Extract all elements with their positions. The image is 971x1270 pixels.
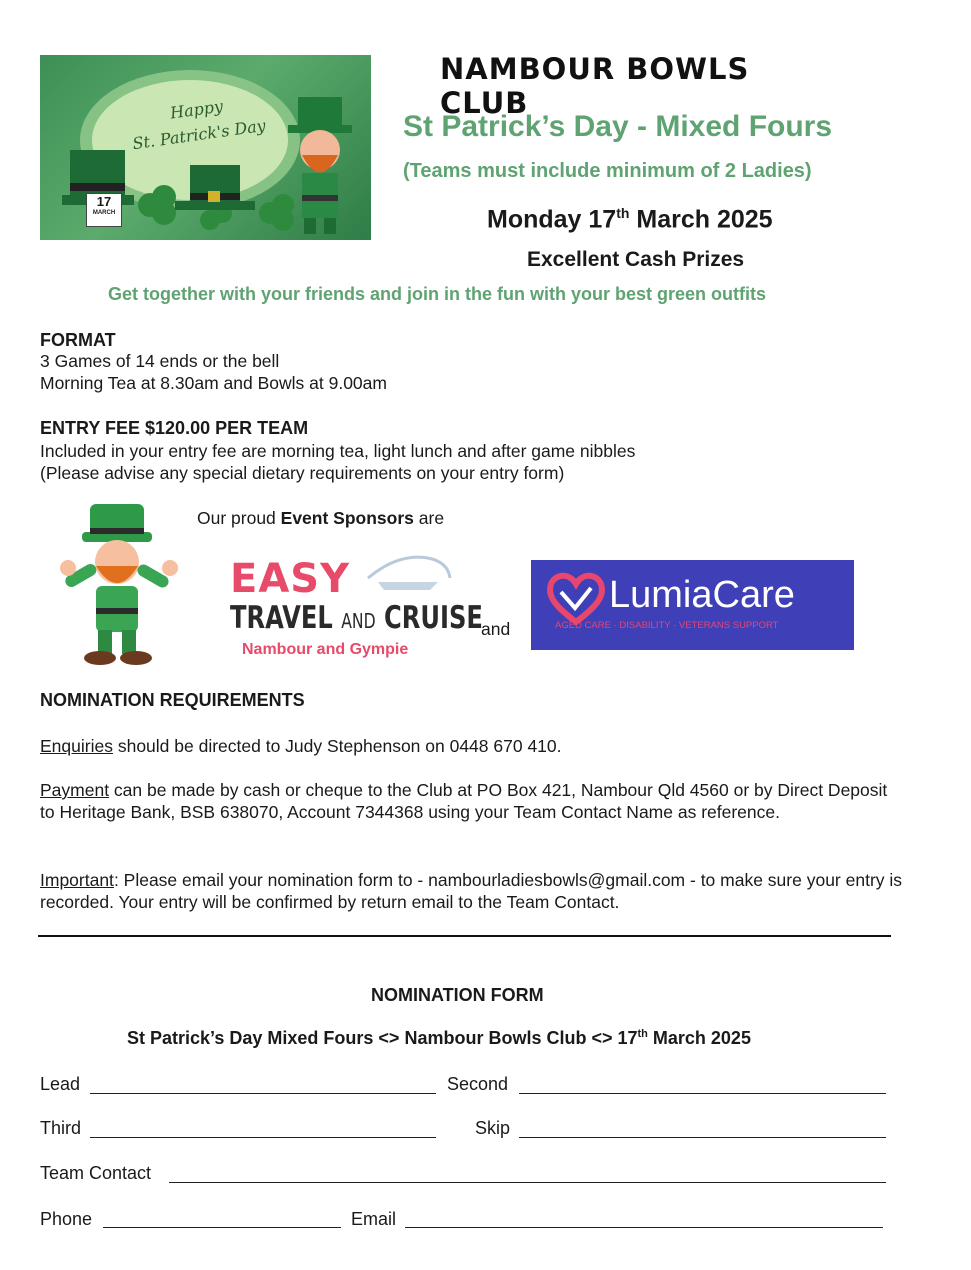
format-line-1: 3 Games of 14 ends or the bell: [40, 351, 280, 371]
hero-day-text: St. Patrick's Day: [131, 115, 267, 154]
lead-field[interactable]: [90, 1093, 436, 1094]
nomination-requirements-heading: NOMINATION REQUIREMENTS: [40, 690, 305, 710]
nomination-form-heading: NOMINATION FORM: [371, 985, 544, 1005]
entry-fee-line-2: (Please advise any special dietary requirements on your entry form): [40, 463, 565, 483]
important-paragraph: [40, 869, 910, 913]
form-subtitle-pre: St Patrick’s Day Mixed Fours <> Nambour Bowls Club <> 17: [127, 1028, 638, 1048]
third-label: Third: [40, 1118, 82, 1138]
entry-fee-heading: ENTRY FEE $120.00 PER TEAM: [40, 418, 309, 438]
calendar-month: MARCH: [92, 210, 116, 216]
date-suffix: th: [616, 205, 630, 221]
phone-field[interactable]: [103, 1227, 341, 1228]
important-text: : Please email your nomination form to - nambourladiesbowls@gmail.com - to make sure your entry is recorded. Your entry will be confirmed by return email to the Team Contact.: [40, 870, 903, 912]
easy-logo-text: EASY: [230, 556, 351, 602]
calendar-icon: [86, 193, 122, 227]
payment-label: Payment: [40, 780, 110, 800]
heart-icon: [545, 570, 607, 626]
lead-label: Lead: [40, 1074, 81, 1094]
cash-prizes: Excellent Cash Prizes: [527, 248, 745, 271]
hero-happy-text: Happy: [168, 96, 225, 123]
form-subtitle: [127, 1028, 751, 1049]
lumiacare-logo: [531, 560, 854, 650]
st-patricks-hero-image: [40, 55, 371, 240]
enquiries-paragraph: [40, 735, 900, 757]
leprechaun-icon: [60, 500, 180, 670]
lumiacare-tagline: AGED CARE · DISABILITY · VETERANS SUPPORT: [555, 620, 779, 631]
easy-travel-logo: [230, 558, 554, 659]
second-label: Second: [447, 1074, 509, 1094]
form-subtitle-sup: th: [637, 1028, 648, 1040]
travel-cruise-text: [230, 600, 483, 639]
team-contact-label: Team Contact: [40, 1163, 152, 1183]
section-divider: [38, 935, 891, 937]
phone-label: Phone: [40, 1209, 93, 1229]
enquiries-text: should be directed to Judy Stephenson on 0448 670 410.: [112, 736, 562, 756]
second-field[interactable]: [519, 1093, 886, 1094]
tagline: Get together with your friends and join in the fun with your best green outfits: [108, 284, 767, 304]
enquiries-label: Enquiries: [40, 736, 113, 756]
leprechaun-image: [60, 500, 180, 675]
sponsors-intro-bold: Event Sponsors: [280, 508, 414, 528]
skip-field[interactable]: [519, 1137, 886, 1138]
teams-note: (Teams must include minimum of 2 Ladies): [403, 160, 812, 182]
club-name: NAMBOUR BOWLS CLUB: [440, 52, 750, 120]
lumiacare-name: LumiaCare: [609, 574, 795, 616]
travel-text: TRAVEL: [230, 600, 342, 636]
and-small-text: AND: [341, 609, 376, 633]
format-heading: FORMAT: [40, 330, 116, 350]
payment-text: can be made by cash or cheque to the Club at PO Box 421, Nambour Qld 4560 or by Direct Deposit to Heritage Bank, BSB 638070, Account 7344368 using your Team Contact Name as reference.: [40, 780, 888, 822]
date-prefix: Monday 17: [487, 205, 617, 234]
team-contact-field[interactable]: [169, 1182, 886, 1183]
event-date: [487, 205, 773, 234]
sponsors-and: and: [481, 619, 511, 639]
payment-paragraph: [40, 779, 900, 823]
date-rest: March 2025: [629, 205, 773, 234]
form-subtitle-post: March 2025: [647, 1028, 751, 1048]
skip-label: Skip: [475, 1118, 511, 1138]
email-label: Email: [351, 1209, 397, 1229]
sponsors-intro: [197, 507, 444, 529]
cruise-text: CRUISE: [375, 600, 483, 636]
email-field[interactable]: [405, 1227, 883, 1228]
entry-fee-line-1: Included in your entry fee are morning tea, light lunch and after game nibbles: [40, 441, 636, 461]
calendar-day: 17: [96, 194, 112, 209]
sponsors-intro-post: are: [413, 508, 445, 528]
important-label: Important: [40, 870, 114, 890]
event-title: St Patrick’s Day - Mixed Fours: [403, 110, 833, 143]
easy-location-text: Nambour and Gympie: [242, 641, 409, 658]
format-line-2: Morning Tea at 8.30am and Bowls at 9.00am: [40, 373, 387, 393]
sponsors-intro-pre: Our proud: [197, 508, 281, 528]
third-field[interactable]: [90, 1137, 436, 1138]
cruise-ship-icon: [358, 548, 458, 598]
